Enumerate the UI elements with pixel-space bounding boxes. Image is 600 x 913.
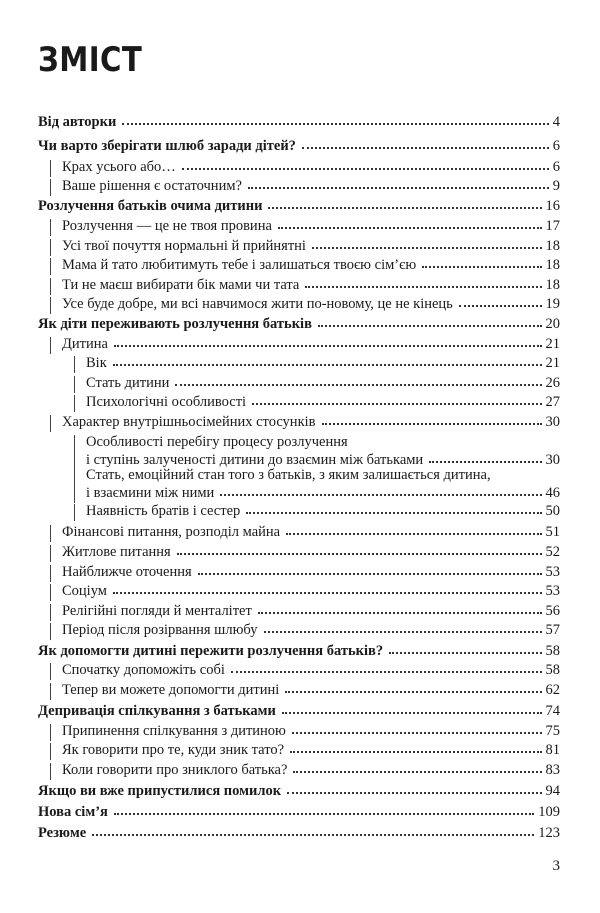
dot-leader [292,721,542,734]
toc-entry-title: Резюме [38,825,87,841]
dot-leader [287,781,541,794]
toc-entry-line [86,484,560,502]
toc-entry-title: Депривація спілкування з батьками [38,703,276,719]
toc-entry-line [86,374,560,392]
toc-entry-line [38,113,560,131]
toc-entry-title: Якщо ви вже припустилися помилок [38,783,282,799]
toc-entry-line [38,197,560,215]
entry-bracket [50,297,51,314]
toc-entry-line [62,335,560,353]
entry-bracket [50,525,51,542]
entry-bracket [50,337,51,354]
toc-entry-page: 83 [545,762,560,778]
dot-leader [278,216,542,229]
toc-entry-page: 30 [545,452,560,468]
toc-entry-page: 18 [545,257,560,273]
entry-bracket [50,258,51,275]
toc-entry-line [62,621,560,639]
toc-entry-line [62,295,560,313]
dot-leader [285,680,541,693]
toc-entry-title: Нова сім’я [38,804,108,820]
toc-entry-page: 53 [545,564,560,580]
entry-bracket [50,278,51,295]
entry-bracket [50,663,51,680]
toc-entry-page: 109 [538,804,560,820]
toc-entry-title: Розлучення батьків очима дитини [38,198,263,214]
toc-entry-line [62,256,560,274]
dot-leader [114,334,542,347]
toc-entry-title: Тепер ви можете допомогти дитині [62,682,280,698]
toc-entry-line [86,393,560,411]
toc-entry-page: 58 [545,662,560,678]
dot-leader [92,823,534,836]
toc-entry-page: 53 [545,583,560,599]
toc-entry-line [62,722,560,740]
dot-leader [177,542,542,555]
toc-entry-page: 6 [552,159,560,175]
toc-entry-page: 21 [545,355,560,371]
dot-leader [252,392,541,405]
entry-bracket [50,623,51,640]
toc-entry-line [62,217,560,235]
dot-leader [429,450,541,463]
toc-entry-title: Як діти переживають розлучення батьків [38,316,312,332]
toc-entry-title: Від авторки [38,114,117,130]
dot-leader [459,294,542,307]
toc-entry-page: 21 [545,336,560,352]
entry-bracket [50,239,51,256]
toc-entry-page: 6 [552,138,560,154]
toc-entry-title: Ваше рішення є остаточним? [62,178,242,194]
entry-bracket [50,584,51,601]
toc-entry-page: 27 [545,394,560,410]
dot-leader [113,581,542,594]
entry-bracket [74,504,75,521]
toc-entry-title: Розлучення — це не твоя провина [62,218,272,234]
toc-entry-title: Період після розірвання шлюбу [62,622,258,638]
toc-entry-title: Релігійні погляди й менталітет [62,603,252,619]
toc-entry-line [38,824,560,842]
entry-bracket [50,565,51,582]
toc-entry-line [86,502,560,520]
dot-leader [264,620,542,633]
toc-entry-line [62,523,560,541]
dot-leader [114,802,534,815]
dot-leader [122,112,548,125]
toc-entry-title: Спочатку допоможіть собі [62,662,225,678]
toc-entry-page: 62 [545,682,560,698]
dot-leader [231,660,542,673]
toc-entry-page: 74 [545,703,560,719]
toc-entry-line [62,543,560,561]
toc-entry-page: 56 [545,603,560,619]
dot-leader [322,412,542,425]
toc-entry-page: 17 [545,218,560,234]
toc-entry-title-line1: Стать, емоційний стан того з батьків, з яким залишається дитина, [86,467,491,483]
dot-leader [268,196,541,209]
toc-entry-line [62,413,560,431]
toc-entry-title: і ступінь залученості дитини до взаємин між батьками [86,452,424,468]
toc-entry-title: Мама й тато любитимуть тебе і залишаться твоєю сім’єю [62,257,417,273]
toc-entry-title: Усі твої почуття нормальні й прийнятні [62,238,306,254]
toc-entry-page: 4 [552,114,560,130]
entry-bracket [50,179,51,196]
toc-entry-page: 30 [545,414,560,430]
toc-entry-page: 18 [545,277,560,293]
dot-leader [290,740,541,753]
toc-entry-page: 81 [545,742,560,758]
toc-entry-line [38,137,560,155]
entry-bracket [74,395,75,412]
entry-bracket [50,545,51,562]
toc-entry-page: 58 [545,643,560,659]
toc-entry-title: Стать дитини [86,375,170,391]
toc-entry-page: 9 [552,178,560,194]
toc-entry-title: Крах усього або… [62,159,176,175]
dot-leader [220,483,541,496]
toc-entry-title: Як говорити про те, куди зник тато? [62,742,285,758]
toc-entry-page: 51 [545,524,560,540]
toc-entry-page: 50 [545,503,560,519]
entry-bracket [50,683,51,700]
toc-entry-title: Дитина [62,336,108,352]
toc-entry-page: 52 [545,544,560,560]
page-number: 3 [552,858,560,874]
toc-entry-title: Вік [86,355,107,371]
toc-entry-page: 46 [545,485,560,501]
entry-bracket [50,743,51,760]
toc-entry-page: 18 [545,238,560,254]
toc-entry-line [62,661,560,679]
toc-entry-title: Усе буде добре, ми всі навчимося жити по-новому, це не кінець [62,296,453,312]
dot-leader [305,275,541,288]
toc-entry-line [62,563,560,581]
toc-entry-line [38,803,560,821]
toc-entry-title: Фінансові питання, розподіл майна [62,524,281,540]
dot-leader [389,641,541,654]
toc-entry-title: Чи варто зберігати шлюб заради дітей? [38,138,296,154]
dot-leader [286,522,541,535]
dot-leader [198,562,542,575]
toc-entry-line [62,761,560,779]
toc-entry-line [38,642,560,660]
toc-entry-title: Характер внутрішньосімейних стосунків [62,414,316,430]
dot-leader [113,353,542,366]
toc-entry-page: 20 [545,316,560,332]
toc-entry-title: Соціум [62,583,107,599]
toc-entry-line [62,741,560,759]
entry-bracket [74,435,75,470]
dot-leader [175,373,541,386]
entry-bracket [50,415,51,432]
entry-bracket [50,219,51,236]
toc-entry-line [62,237,560,255]
toc-entry-title: Наявність братів і сестер [86,503,241,519]
toc-entry-title: Припинення спілкування з дитиною [62,723,286,739]
dot-leader [302,136,549,149]
dot-leader [248,176,549,189]
toc-entry-title: Ти не маєш вибирати бік мами чи тата [62,277,300,293]
dot-leader [182,157,549,170]
toc-entry-line [86,354,560,372]
toc-entry-page: 123 [538,825,560,841]
toc-entry-line [62,177,560,195]
toc-entry-line [62,158,560,176]
page-title: ЗМІСТ [38,40,143,80]
toc-entry-page: 94 [545,783,560,799]
entry-bracket [50,604,51,621]
toc-entry-line [38,782,560,800]
entry-bracket [50,160,51,177]
dot-leader [258,601,542,614]
dot-leader [246,501,541,514]
toc-entry-line [62,681,560,699]
entry-bracket [50,724,51,741]
dot-leader [293,760,541,773]
toc-entry-line [62,602,560,620]
entry-bracket [50,763,51,780]
toc-entry-title: і взаємини між ними [86,485,215,501]
toc-entry-page: 75 [545,723,560,739]
toc-entry-line [62,276,560,294]
toc-entry-page: 19 [545,296,560,312]
toc-entry-page: 57 [545,622,560,638]
toc-entry-line [38,315,560,333]
dot-leader [282,701,542,714]
toc-entry-page: 16 [545,198,560,214]
toc-entry-title: Найближче оточення [62,564,192,580]
toc-entry-title: Як допомогти дитині пережити розлучення батьків? [38,643,384,659]
dot-leader [422,255,541,268]
toc-entry-title: Психологічні особливості [86,394,247,410]
toc-entry-line [62,582,560,600]
dot-leader [312,236,542,249]
entry-bracket [74,356,75,373]
entry-bracket [74,468,75,503]
entry-bracket [74,376,75,393]
dot-leader [318,314,542,327]
toc-entry-line [38,702,560,720]
toc-entry-title: Житлове питання [62,544,171,560]
toc-entry-title-line1: Особливості перебігу процесу розлучення [86,434,348,450]
toc-entry-title: Коли говорити про зниклого батька? [62,762,288,778]
toc-entry-page: 26 [545,375,560,391]
